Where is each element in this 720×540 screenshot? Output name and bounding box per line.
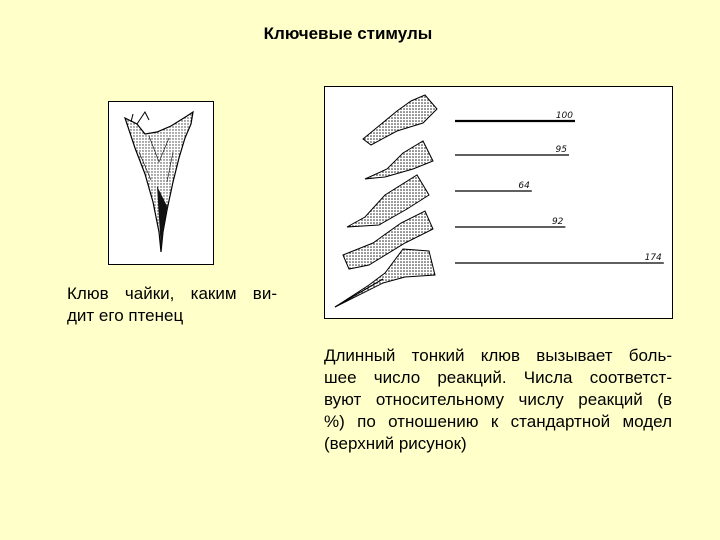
gull-beak-drawing [109,102,215,266]
response-value-5: 174 [644,253,662,263]
gull-beak-illustration-frame [108,101,214,265]
right-caption-line-5: (верхний рисунок) [324,434,467,453]
right-caption-line-4: %) по отношению к стандартной модел [324,412,672,431]
left-caption-line-1: Клюв чайки, каким ви- [67,284,277,303]
right-caption [324,345,672,455]
beak-models-drawing [325,87,674,320]
left-caption-line-2: дит его птенец [67,306,184,325]
response-value-1: 100 [555,111,573,121]
beak-model-2 [365,141,433,179]
response-value-3: 64 [518,181,530,191]
beak-model-1 [363,95,437,145]
slide-title: Ключевые стимулы [263,24,433,43]
left-caption [67,283,277,327]
right-caption-line-2: шее число реакций. Числа соответст- [324,368,672,387]
right-caption-line-3: вуют относительному числу реакций (в [324,390,672,409]
response-value-2: 95 [555,145,567,155]
beak-models-figure [324,86,673,319]
right-caption-line-1: Длинный тонкий клюв вызывает боль- [324,346,672,365]
response-value-4: 92 [551,217,564,227]
